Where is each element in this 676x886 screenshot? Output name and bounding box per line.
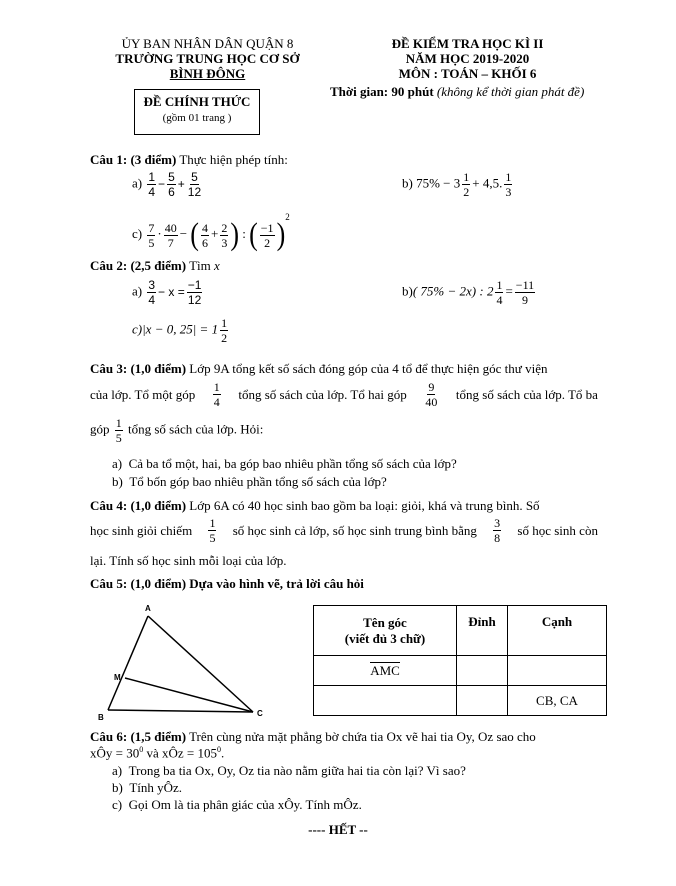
q2-b: b)( 75% − 2x) : 2 $\frac{1}{4}$ = $\frac{-11}{9}$ (402, 278, 535, 307)
table-cell-vertex-2 (457, 686, 508, 716)
q3-line3: góp $\frac{1}{5}$ tổng số sách của lớp. Hỏi: (90, 416, 264, 445)
table-cell-sides-2: CB, CA (508, 686, 607, 716)
q3-title: Câu 3: (1,0 điểm) (90, 361, 187, 376)
q1-title-line: Câu 1: (3 điểm) Thực hiện phép tính: (90, 152, 288, 167)
q6-title: Câu 6: (90, 729, 128, 744)
table-cell-angle-2 (314, 686, 457, 716)
q1-c: c) $\frac{7}{5}$ · $\frac{40}{7}$ − ( $\frac{4}{6}$ + $\frac{2}{3}$ ) : ( $\frac{-1}{2}$ )$^2$ (132, 212, 290, 252)
side-ab (108, 616, 148, 710)
school-year: NĂM HỌC 2019-2020 (405, 51, 530, 66)
q1-title: Câu 1: (3 điểm) (90, 152, 177, 167)
q6-a: a) Trong ba tia Ox, Oy, Oz tia nào nằm giữa hai tia còn lại? Vì sao? (112, 763, 466, 778)
point-b-label: B (98, 713, 104, 722)
angle-table (313, 605, 607, 716)
triangle-figure (90, 600, 280, 726)
point-m-label: M (114, 673, 121, 682)
table-cell-angle-1: AMC (314, 656, 457, 686)
q2-c: c)|x − 0, 25| = 1 $\frac{1}{2}$ (132, 316, 228, 345)
q5-title: Câu 5: (1,0 điểm) Dựa vào hình vẽ, trả lời câu hỏi (90, 576, 364, 591)
table-header-vertex: Đỉnh (457, 606, 508, 656)
q3-line2: của lớp. Tổ một góp $\frac{1}{4}$ tổng số sách của lớp. Tổ hai góp $\frac{9}{40}$ tổng số sách của lớp. Tổ ba (90, 380, 598, 409)
q2-title: Câu 2: (2,5 điểm) (90, 258, 187, 273)
page-count: (gồm 01 trang ) (162, 112, 232, 124)
school-authority: ỦY BAN NHÂN DÂN QUẬN 8 (121, 36, 294, 51)
q3-b: b) Tổ bốn góp bao nhiêu phần tổng số sách của lớp? (112, 474, 387, 489)
q1-a: a) $\frac{1}{4}$ − $\frac{5}{6}$ + $\frac{5}{12}$ (132, 170, 202, 199)
table-cell-vertex-1 (457, 656, 508, 686)
q6-line1: Câu 6: (1,5 điểm) Trên cùng nửa mặt phẳng bờ chứa tia Ox vẽ hai tia Oy, Oz sao cho (90, 729, 536, 744)
subject: MÔN : TOÁN – KHỐI 6 (398, 66, 537, 81)
q4-line1: Câu 4: (1,0 điểm) Lớp 6A có 40 học sinh bao gồm ba loại: giỏi, khá và trung bình. Số (90, 498, 540, 513)
q6-b: b) Tính yÔz. (112, 780, 183, 795)
exam-title: ĐỀ KIỂM TRA HỌC KÌ II (391, 36, 544, 51)
q6-c: c) Gọi Om là tia phân giác của xÔy. Tính mÔz. (112, 797, 362, 812)
q4-title: Câu 4: (1,0 điểm) (90, 498, 187, 513)
q2-a: a) $\frac{3}{4}$ − x = $\frac{-1}{12}$ (132, 278, 202, 307)
q3-a: a) Cả ba tổ một, hai, ba góp bao nhiêu phần tổng số sách của lớp? (112, 456, 457, 471)
q2-title-line: Câu 2: (2,5 điểm) Tìm x (90, 258, 220, 273)
official-label: ĐỀ CHÍNH THỨC (143, 94, 251, 109)
end-marker: ---- HẾT -- (308, 822, 368, 837)
school-name-line2: BÌNH ĐÔNG (169, 66, 246, 81)
q4-line2: học sinh giỏi chiếm $\frac{1}{5}$ số học sinh cả lớp, số học sinh trung bình bằng $\frac{3}{8}$ số học sinh còn (90, 516, 598, 545)
side-bc (108, 710, 253, 712)
table-cell-sides-1 (508, 656, 607, 686)
official-box (134, 89, 260, 135)
q3-line1: Câu 3: (1,0 điểm) Lớp 9A tổng kết số sách đóng góp của 4 tổ để thực hiện góc thư viện (90, 361, 548, 376)
table-header-sides: Cạnh (508, 606, 607, 656)
table-header-angle: Tên góc (viết đủ 3 chữ) (314, 606, 457, 656)
point-a-label: A (145, 604, 151, 613)
q1-b: b) 75% − 3 $\frac{1}{2}$ + 4,5. $\frac{1}{3}$ (402, 170, 512, 199)
time-limit: Thời gian: 90 phút (không kể thời gian phát đề) (330, 84, 585, 99)
q6-line2: xÔy = $30^0$ và xÔz = $105^0$. (90, 745, 225, 761)
school-name-line1: TRƯỜNG TRUNG HỌC CƠ SỞ (115, 51, 300, 66)
point-c-label: C (257, 709, 263, 718)
q4-line3: lại. Tính số học sinh mỗi loại của lớp. (90, 553, 287, 568)
